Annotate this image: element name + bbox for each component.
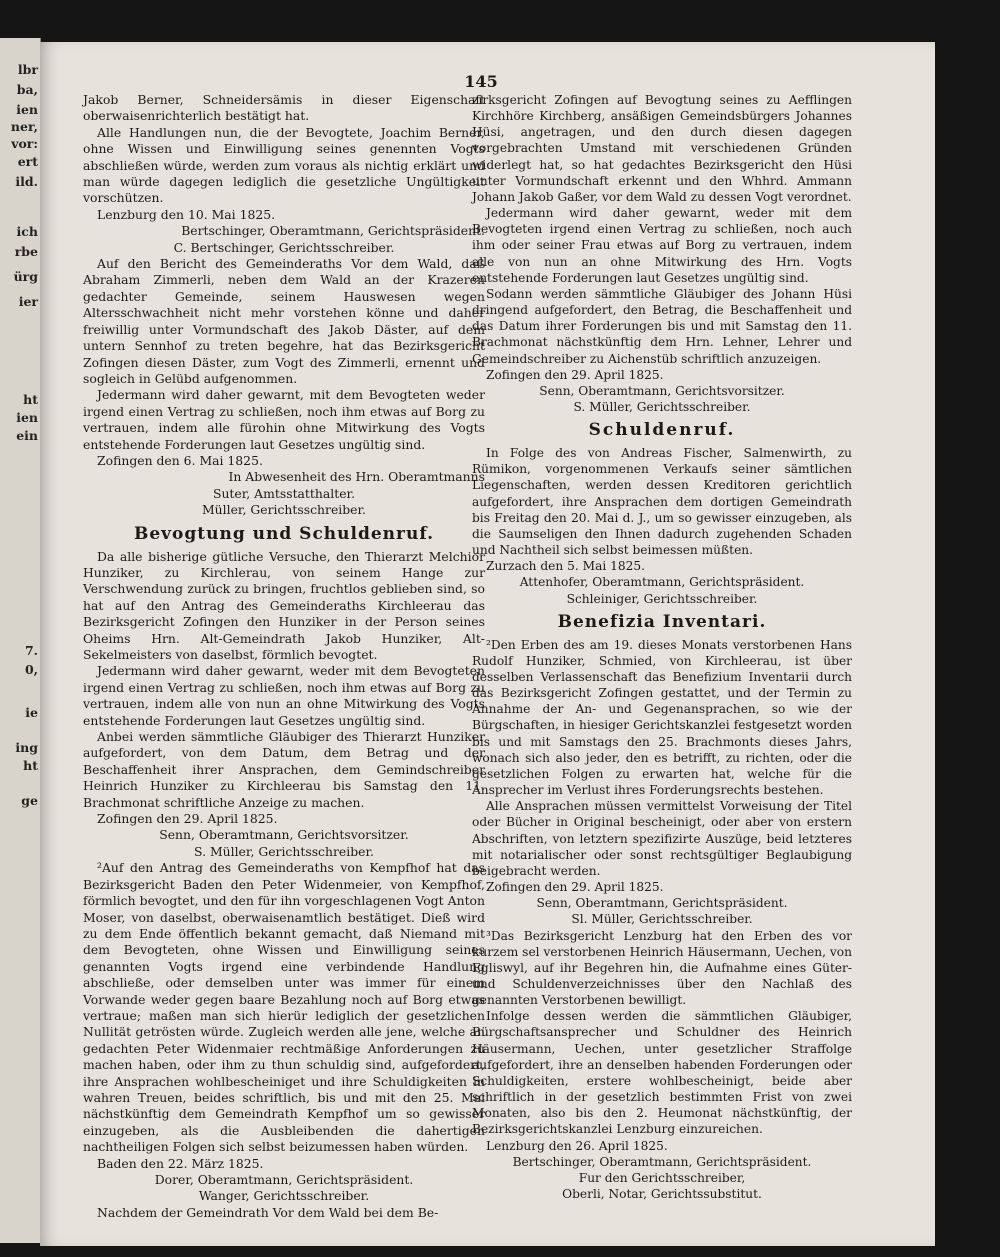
paragraph: Alle Handlungen nun, die der Bevogtete, Joachim Berner, ohne Wissen und Einwilligung seines genennten Vogts abschließen würde, werden zum voraus als nichtig erklärt und man würde dagegen lediglich die gesetzliche Ungültigkeit vorschützen. [83, 124, 485, 206]
newspaper-page [40, 42, 935, 1246]
signature: S. Müller, Gerichtsschreiber. [573, 399, 751, 414]
paragraph: zirksgericht Zofingen auf Bevogtung seines zu Aefflingen Kirchhöre Kirchberg, ansäßigen Gemeindsbürgers Johannes Hüsi, angetragen, und den durch diesen dagegen vorgebrachten Umstand mit verschiedenen Gründen widerlegt hat, so hat gedachtes Bezirksgericht den Hüsi unter Vormundschaft erkennt und den Whhrd. Ammann Johann Jakob Gaßer, vor dem Wald zu dessen Vogt verordnet. [472, 93, 852, 204]
notice-date: Lenzburg den 26. April 1825. [486, 1138, 668, 1153]
previous-page-fragment: 7. [24, 643, 38, 658]
previous-page-fragment: ien [16, 102, 38, 117]
notice-benefizium [472, 637, 852, 928]
previous-page-fragment: ert [17, 154, 38, 169]
signature: In Abwesenheit des Hrn. Oberamtmanns [228, 469, 485, 485]
signature: Senn, Oberamtmann, Gerichtsvorsitzer. [159, 827, 409, 843]
paragraph: In Folge des von Andreas Fischer, Salmenwirth, zu Rümikon, vorgenommenen Verkaufs seiner sämtlichen Liegenschaften, werden dessen Kreditoren gerichtlich aufgefordert, ihre Ansprachen dem dortigen Gemeindrath bis Freitag den 20. Mai d. J., um so gewisser einzugeben, als die Saumseligen den Ihnen dadurch zugehenden Schaden und Nachtheil sich selbst beimessen müßten. [472, 446, 852, 558]
paragraph: Auf den Bericht des Gemeinderaths Vor dem Wald, daß Abraham Zimmerli, neben dem Wald an der Krazeren gedachter Gemeinde, seinem Hauswesen wegen Altersschwachheit nicht mehr vorstehen könne und daher freiwillig unter Vormundschaft des Jakob Däster, auf dem untern Sennhof zu treten begehre, hat das Bezirksgericht Zofingen diesen Däster, zum Vogt des Zimmerli, ernennt und sogleich in Gelübd aufgenommen. [83, 256, 485, 386]
notice-widenmeier [83, 860, 485, 1221]
signature: C. Bertschinger, Gerichtsschreiber. [173, 239, 395, 255]
signature: Bertschinger, Oberamtmann, Gerichtspräsident. [181, 223, 485, 239]
previous-page-fragment: vor: [11, 136, 38, 151]
previous-page-fragment: ien [16, 410, 38, 425]
signature: Senn, Oberamtmann, Gerichtspräsident. [536, 896, 788, 911]
notice-huesi [472, 92, 852, 415]
signature: Senn, Oberamtmann, Gerichtsvorsitzer. [539, 383, 785, 398]
section-heading: Bevogtung und Schuldenruf. [133, 523, 434, 544]
section-heading: Schuldenruf. [588, 420, 736, 441]
notice-haeusermann [472, 928, 852, 1203]
notice-date: Zurzach den 5. Mai 1825. [486, 559, 646, 574]
previous-page-fragment: ie [25, 705, 38, 720]
notice-date: Zofingen den 29. April 1825. [97, 811, 278, 827]
previous-page-fragment: rbe [14, 244, 38, 259]
previous-page-fragment: ein [16, 428, 38, 443]
previous-page-fragment: ing [15, 740, 38, 755]
paragraph: Alle Ansprachen müssen vermittelst Vorweisung der Titel oder Bücher in Original bescheinigt, oder aber von erstern Abschriften, von letztern spezifizirte Auszüge, beid letzteres mit notarialischer oder sonst rechtsgültiger Beglaubigung beigebracht werden. [472, 799, 852, 878]
previous-page-fragment: lbr [17, 62, 38, 77]
signature: S. Müller, Gerichtsschreiber. [194, 843, 374, 859]
signature: Suter, Amtsstatthalter. [212, 485, 356, 501]
left-column [83, 92, 485, 1221]
paragraph: ²Auf den Antrag des Gemeinderaths von Kempfhof hat das Bezirksgericht Baden den Peter Widenmeier, von Kempfhof, förmlich bevogtet, und den für ihn vorgeschlagenen Vogt Anton Moser, von daselbst, oberwaisenamtlich bestätiget. Dieß wird zu dem Ende öffentlich bekannt gemacht, daß Niemand mit dem Bevogteten, ohne Wissen und Einwilligung seines genannten Vogts irgend eine verbindende Handlung abschließe, oder demselben unter was immer für einem Vorwande weder gegen baare Bezahlung noch auf Borg etwas vertraue; maßen man sich hierür lediglich der gesetzlichen Nullität getrösten würde. Zugleich werden alle jene, welche an gedachten Peter Widenmaier rechtmäßige Anforderungen zu machen haben, oder ihm zu thun schuldig sind, aufgefordert, ihre Ansprachen wohlbescheiniget und ihre Schuldigkeiten in wahren Treuen, beides schriftlich, bis und mit den 25. Mai nächstkünftig dem Gemeindrath Kempfhof um so gewisser einzugeben, als die Ausbleibenden die dahertigen nachtheiligen Folgen sich selbst beizumessen haben würden. [83, 860, 485, 1155]
signature: Sl. Müller, Gerichtsschreiber. [571, 912, 753, 927]
previous-page-edge [0, 38, 41, 1243]
section-heading: Benefizia Inventari. [557, 611, 767, 632]
previous-page-fragment: ht [23, 758, 38, 773]
paragraph: Jakob Berner, Schneidersämis in dieser Eigenschaft oberwaisenrichterlich bestätigt hat. [83, 92, 485, 124]
paragraph: Nachdem der Gemeindrath Vor dem Wald bei dem Be- [97, 1204, 439, 1220]
paragraph: Sodann werden sämmtliche Gläubiger des Johann Hüsi dringend aufgefordert, den Betrag, die Beschaffenheit und das Datum ihrer Forderungen bis und mit Samstag den 11. Brachmonat nächstkünftig dem Hrn. Lehner, Lehrer und Gemeindschreiber zu Aichenstüb schriftlich anzuzeigen. [472, 286, 852, 366]
notice-hunziker [83, 549, 485, 861]
notice-date: Zofingen den 29. April 1825. [486, 367, 664, 382]
notice-berner [83, 92, 485, 256]
signature: Dorer, Oberamtmann, Gerichtspräsident. [154, 1172, 414, 1187]
paragraph: Infolge dessen werden die sämmtlichen Gläubiger, Bürgschaftsansprecher und Schuldner des Heinrich Häusermann, Uechen, unter gesetzlicher Straffolge aufgefordert, ihre an denselben habenden Forderungen oder Schuldigkeiten, erstere wohlbescheinigt, beide aber schriftlich in der gesetzlich bestimmten Frist von zwei Monaten, also bis den 2. Heumonat nächstkünftig, der Bezirksgerichtskanzlei Lenzburg einzureichen. [472, 1009, 852, 1137]
notice-zimmerli [83, 256, 485, 519]
previous-page-fragment: 0, [24, 662, 38, 677]
paragraph: ³Das Bezirksgericht Lenzburg hat den Erben des vor kurzem sel verstorbenen Heinrich Häusermann, Uechen, von Egliswyl, auf ihr Begehren hin, die Aufnahme eines Güter- und Schuldenverzeichnisses über den Nachlaß des genannten Verstorbenen bewilligt. [472, 928, 852, 1008]
signature: Bertschinger, Oberamtmann, Gerichtspräsident. [512, 1154, 812, 1169]
notice-date: Zofingen den 6. Mai 1825. [97, 452, 263, 468]
notice-date: Zofingen den 29. April 1825. [486, 880, 664, 895]
paragraph: Jedermann wird daher gewarnt, mit dem Bevogteten weder irgend einen Vertrag zu schließen, noch ihm etwas auf Borg zu vertrauen, indem alle fürohin ohne Mitwirkung des Vogts entstehende Forderungen laut Gesetzes ungültig sind. [83, 387, 485, 452]
previous-page-fragment: ge [21, 793, 38, 808]
previous-page-fragment: ich [16, 224, 38, 239]
signature: Fur den Gerichtsschreiber, [578, 1170, 746, 1185]
previous-page-fragment: ier [18, 294, 38, 309]
signature: Wanger, Gerichtsschreiber. [198, 1188, 370, 1204]
signature: Oberli, Notar, Gerichtssubstitut. [562, 1187, 762, 1201]
previous-page-fragment: ild. [15, 174, 38, 189]
page-number: 145 [464, 72, 498, 91]
paragraph: Anbei werden sämmtliche Gläubiger des Thierarzt Hunziker aufgefordert, von dem Datum, dem Betrag und der Beschaffenheit ihrer Ansprachen, dem Gemindschreiber Heinrich Hunziker zu Kirchleerau bis Samstag den 11. Brachmonat schriftliche Anzeige zu machen. [83, 729, 485, 810]
previous-page-fragment: ner, [10, 119, 38, 134]
previous-page-fragment: ürg [13, 269, 38, 284]
signature: Müller, Gerichtsschreiber. [202, 502, 366, 518]
paragraph: Jedermann wird daher gewarnt, weder mit dem Bevogteten irgend einen Vertrag zu schließen, noch ihm etwas auf Borg zu vertrauen, indem alle von nun an ohne Mitwirkung des Vogts entstehende Forderungen laut Gesetzes ungültig sind. [83, 663, 485, 728]
notice-date: Baden den 22. März 1825. [97, 1155, 264, 1171]
notice-fischer [472, 445, 852, 607]
signature: Schleiniger, Gerichtsschreiber. [566, 591, 758, 606]
previous-page-fragment: ba, [16, 82, 38, 97]
previous-page-fragment: ht [23, 392, 38, 407]
paragraph: ²Den Erben des am 19. dieses Monats verstorbenen Hans Rudolf Hunziker, Schmied, von Kirchleerau, ist über desselben Verlassenschaft das Benefizium Inventarii durch das Bezirksgericht Zofingen gestattet, und der Termin zu Annahme der An- und Gegenansprachen, so wie der Bürgschaften, in hiesiger Gerichtskanzlei festgesetzt worden bis und mit Samstags den 25. Brachmonts dieses Jahrs, wonach sich also jeder, den es betrifft, zu richten, oder die gesetzlichen Folgen zu erwarten hat, welche für die Ansprecher im Verlust ihres Forderungsrechts bestehen. [472, 637, 852, 798]
paragraph: Jedermann wird daher gewarnt, weder mit dem Bevogteten irgend einen Vertrag zu schließen, noch auch ihm oder seiner Frau etwas auf Borg zu vertrauen, indem alle von nun an ohne Mitwirkung des Hrn. Vogts entstehende Forderungen laut Gesetzes ungültig sind. [472, 206, 852, 285]
signature: Attenhofer, Oberamtmann, Gerichtspräsident. [519, 575, 805, 590]
paragraph: Da alle bisherige gütliche Versuche, den Thierarzt Melchior Hunziker, zu Kirchlerau, von seinem Hange zur Verschwendung zurück zu bringen, fruchtlos geblieben sind, so hat auf den Antrag des Gemeinderaths Kirchleerau das Bezirksgericht Zofingen den Hunziker in der Person seines Oheims Hrn. Alt-Gemeindrath Jakob Hunziker, Alt-Sekelmeisters von daselbst, förmlich bevogtet. [83, 548, 485, 662]
notice-date: Lenzburg den 10. Mai 1825. [97, 206, 276, 222]
right-column [472, 92, 852, 1202]
